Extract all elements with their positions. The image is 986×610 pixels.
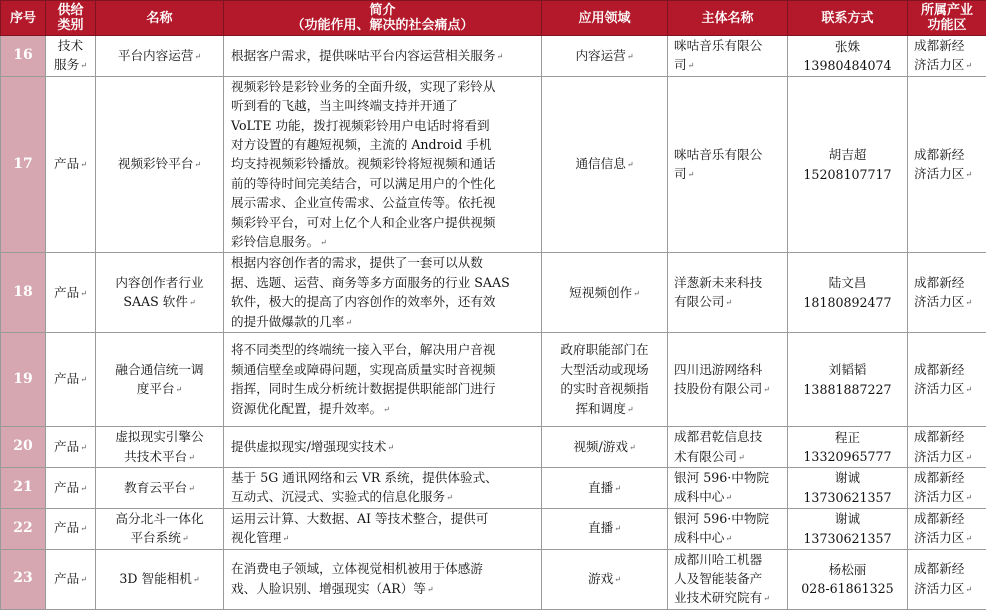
row-type-line: 产品 ↵ — [46, 569, 95, 589]
row-zone-line: 成都新经 — [914, 36, 986, 55]
row-organization-line: 咪咕音乐有限公 — [674, 145, 787, 164]
row-name-line: 度平台 ↵ — [96, 379, 223, 399]
row-organization-line: 业技术研究院有 ↵ — [674, 588, 787, 608]
row-number: 21 — [1, 467, 46, 508]
row-description-line: 据、选题、运营、商务等多方面服务的行业 SAAS — [231, 273, 535, 292]
row-description-line: 视化管理 ↵ — [231, 528, 535, 548]
row-name-line: 共技术平台 ↵ — [96, 447, 223, 467]
row-name — [96, 253, 224, 333]
row-type-line: 技术 — [46, 36, 95, 55]
row-organization — [668, 76, 788, 253]
row-contact-line: 18180892477 — [788, 293, 907, 312]
row-contact — [788, 76, 908, 253]
row-name-line: 平台系统 ↵ — [96, 528, 223, 548]
row-zone-line: 成都新经 — [914, 559, 986, 578]
row-contact-line: 15208107717 — [788, 165, 907, 184]
row-organization-line: 成科中心 ↵ — [674, 528, 787, 548]
row-name-line: SAAS 软件 ↵ — [96, 292, 223, 312]
row-description — [224, 36, 542, 77]
table-row — [1, 253, 986, 333]
row-description-line: 对方设置的有趣短视频，主流的 Android 手机 — [231, 135, 535, 154]
row-field-line: 短视频创作 ↵ — [546, 283, 663, 303]
row-name-line: 内容创作者行业 — [96, 273, 223, 292]
row-type-line: 产品 ↵ — [46, 369, 95, 389]
row-type — [46, 549, 96, 609]
row-number: 20 — [1, 427, 46, 468]
row-field-line: 大型活动或现场 — [546, 360, 663, 379]
row-field-line: 直播 ↵ — [546, 518, 663, 538]
row-contact-line: 陆文昌 — [788, 273, 907, 292]
row-contact-line: 谢诚 — [788, 509, 907, 528]
row-name-line: 教育云平台 ↵ — [96, 478, 223, 498]
row-contact-line: 张姝 — [788, 37, 907, 56]
row-zone — [908, 333, 986, 427]
row-description-line: 均支持视频彩铃播放。视频彩铃将短视频和通话 — [231, 154, 535, 173]
row-zone — [908, 467, 986, 508]
row-field — [542, 467, 668, 508]
row-field — [542, 36, 668, 77]
row-organization-line: 成科中心 ↵ — [674, 487, 787, 507]
row-description-line: 基于 5G 通讯网络和云 VR 系统，提供体验式、 — [231, 468, 535, 487]
row-contact-line: 028-61861325 — [788, 579, 907, 598]
row-zone — [908, 76, 986, 253]
row-organization-line: 有限公司 ↵ — [674, 292, 787, 312]
row-name-line: 视频彩铃平台 ↵ — [96, 154, 223, 174]
header-zone: 所属产业 功能区 — [908, 1, 986, 36]
header-field: 应用领域 — [542, 1, 668, 36]
table-row — [1, 427, 986, 468]
row-description — [224, 427, 542, 468]
row-organization-line: 人及智能装备产 — [674, 569, 787, 588]
table-row — [1, 467, 986, 508]
row-name-line: 虚拟现实引擎公 — [96, 427, 223, 446]
row-zone-line: 济活力区 ↵ — [914, 55, 986, 75]
row-contact-line: 13730621357 — [788, 488, 907, 507]
row-organization — [668, 549, 788, 609]
header-row — [1, 1, 986, 36]
row-description-line: 指挥，同时生成分析统计数据提供职能部门进行 — [231, 379, 535, 398]
row-field-line: 内容运营 ↵ — [546, 46, 663, 66]
header-type: 供给 类别 — [46, 1, 96, 36]
row-contact — [788, 467, 908, 508]
row-description — [224, 508, 542, 549]
row-zone-line: 成都新经 — [914, 427, 986, 446]
row-organization-line: 司 ↵ — [674, 55, 787, 75]
row-zone-line: 成都新经 — [914, 273, 986, 292]
table-row — [1, 508, 986, 549]
row-organization-line: 司 ↵ — [674, 164, 787, 184]
row-description-line: 彩铃信息服务。 ↵ — [231, 232, 535, 252]
row-name-line: 平台内容运营 ↵ — [96, 46, 223, 66]
row-name — [96, 508, 224, 549]
row-description-line: 戏、人脸识别、增强现实（AR）等 ↵ — [231, 579, 535, 599]
row-description — [224, 333, 542, 427]
row-zone — [908, 549, 986, 609]
row-name-line: 3D 智能相机 ↵ — [96, 569, 223, 589]
table-row — [1, 36, 986, 77]
row-description-line: 运用云计算、大数据、AI 等技术整合，提供可 — [231, 509, 535, 528]
row-organization — [668, 36, 788, 77]
header-name: 名称 — [96, 1, 224, 36]
row-description-line: 频彩铃平台，可对上亿个人和企业客户提供视频 — [231, 213, 535, 232]
row-number: 19 — [1, 333, 46, 427]
row-description-line: 的提升做爆款的几率 ↵ — [231, 312, 535, 332]
row-contact-line: 胡吉超 — [788, 145, 907, 164]
row-field-line: 的实时音视频指 — [546, 379, 663, 398]
header-contact: 联系方式 — [788, 1, 908, 36]
row-description-line: 频通信壁垒或障碍问题，实现高质量实时音视频 — [231, 360, 535, 379]
row-description-line: 前的等待时间完美结合，可以满足用户的个性化 — [231, 174, 535, 193]
table-row — [1, 549, 986, 609]
row-field — [542, 253, 668, 333]
header-desc: 简介 （功能作用、解决的社会痛点） — [224, 1, 542, 36]
row-organization — [668, 508, 788, 549]
row-zone-line: 成都新经 — [914, 468, 986, 487]
row-description — [224, 549, 542, 609]
row-field — [542, 549, 668, 609]
table-row — [1, 333, 986, 427]
row-field — [542, 427, 668, 468]
row-type — [46, 427, 96, 468]
row-organization — [668, 253, 788, 333]
row-zone-line: 济活力区 ↵ — [914, 487, 986, 507]
row-field-line: 挥和调度 ↵ — [546, 399, 663, 419]
row-zone-line: 成都新经 — [914, 145, 986, 164]
row-organization-line: 咪咕音乐有限公 — [674, 36, 787, 55]
row-organization — [668, 333, 788, 427]
row-type — [46, 508, 96, 549]
row-field — [542, 508, 668, 549]
row-name — [96, 427, 224, 468]
row-organization-line: 银河 596·中物院 — [674, 509, 787, 528]
row-description-line: 互动式、沉浸式、实验式的信息化服务 ↵ — [231, 487, 535, 507]
row-organization-line: 四川迅游网络科 — [674, 360, 787, 379]
row-description — [224, 76, 542, 253]
row-contact — [788, 549, 908, 609]
header-org: 主体名称 — [668, 1, 788, 36]
row-number: 23 — [1, 549, 46, 609]
row-organization — [668, 427, 788, 468]
row-contact-line: 谢诚 — [788, 468, 907, 487]
row-organization — [668, 467, 788, 508]
row-zone-line: 济活力区 ↵ — [914, 379, 986, 399]
row-field-line: 政府职能部门在 — [546, 340, 663, 359]
row-description-line: 听到看的飞越，当主叫终端支持并开通了 — [231, 96, 535, 115]
row-contact — [788, 508, 908, 549]
row-contact-line: 13730621357 — [788, 529, 907, 548]
row-contact-line: 杨松丽 — [788, 560, 907, 579]
row-field — [542, 333, 668, 427]
row-zone-line: 成都新经 — [914, 360, 986, 379]
row-zone-line: 济活力区 ↵ — [914, 164, 986, 184]
row-number: 16 — [1, 36, 46, 77]
row-type — [46, 253, 96, 333]
row-type — [46, 36, 96, 77]
row-type — [46, 76, 96, 253]
row-description-line: 根据客户需求，提供咪咕平台内容运营相关服务 ↵ — [231, 46, 535, 66]
row-name — [96, 333, 224, 427]
row-type — [46, 333, 96, 427]
row-type-line: 产品 ↵ — [46, 154, 95, 174]
row-description-line: VoLTE 功能，拨打视频彩铃用户电话时将看到 — [231, 116, 535, 135]
row-organization-line: 银河 596·中物院 — [674, 468, 787, 487]
row-description — [224, 253, 542, 333]
row-description-line: 在消费电子领域，立体视觉相机被用于体感游 — [231, 559, 535, 578]
row-contact-line: 程正 — [788, 428, 907, 447]
row-contact-line: 13320965777 — [788, 447, 907, 466]
row-type-line: 产品 ↵ — [46, 478, 95, 498]
row-type — [46, 467, 96, 508]
row-zone — [908, 253, 986, 333]
row-zone-line: 济活力区 ↵ — [914, 447, 986, 467]
row-zone-line: 济活力区 ↵ — [914, 292, 986, 312]
row-name-line: 融合通信统一调 — [96, 360, 223, 379]
row-organization-line: 技股份有限公司 ↵ — [674, 379, 787, 399]
row-contact-line: 13881887227 — [788, 380, 907, 399]
row-number: 22 — [1, 508, 46, 549]
row-field-line: 视频/游戏 ↵ — [546, 437, 663, 457]
row-description-line: 资源优化配置，提升效率。 ↵ — [231, 399, 535, 419]
row-contact — [788, 333, 908, 427]
row-field-line: 通信信息 ↵ — [546, 154, 663, 174]
row-description-line: 软件，极大的提高了内容创作的效率外，还有效 — [231, 292, 535, 311]
row-field-line: 游戏 ↵ — [546, 569, 663, 589]
row-organization-line: 成都君乾信息技 — [674, 427, 787, 446]
row-description-line: 视频彩铃是彩铃业务的全面升级，实现了彩铃从 — [231, 77, 535, 96]
row-contact — [788, 36, 908, 77]
row-organization-line: 洋葱新未来科技 — [674, 273, 787, 292]
row-zone-line: 济活力区 ↵ — [914, 528, 986, 548]
row-description-line: 将不同类型的终端统一接入平台，解决用户音视 — [231, 340, 535, 359]
row-contact — [788, 253, 908, 333]
row-description — [224, 467, 542, 508]
row-number: 17 — [1, 76, 46, 253]
table-row — [1, 76, 986, 253]
row-description-line: 提供虚拟现实/增强现实技术 ↵ — [231, 437, 535, 457]
row-organization-line: 成都川哈工机器 — [674, 550, 787, 569]
row-description-line: 根据内容创作者的需求，提供了一套可以从数 — [231, 253, 535, 272]
row-zone — [908, 508, 986, 549]
row-description-line: 展示需求、企业宣传需求、公益宣传等。依托视 — [231, 193, 535, 212]
row-zone — [908, 36, 986, 77]
row-field — [542, 76, 668, 253]
row-zone — [908, 427, 986, 468]
row-contact — [788, 427, 908, 468]
row-number: 18 — [1, 253, 46, 333]
row-name-line: 高分北斗一体化 — [96, 509, 223, 528]
row-name — [96, 76, 224, 253]
header-no: 序号 — [1, 1, 46, 36]
row-name — [96, 36, 224, 77]
row-field-line: 直播 ↵ — [546, 478, 663, 498]
row-type-line: 产品 ↵ — [46, 437, 95, 457]
row-type-line: 产品 ↵ — [46, 518, 95, 538]
row-type-line: 服务 ↵ — [46, 55, 95, 75]
row-name — [96, 467, 224, 508]
row-organization-line: 术有限公司 ↵ — [674, 447, 787, 467]
row-zone-line: 济活力区 ↵ — [914, 579, 986, 599]
row-type-line: 产品 ↵ — [46, 283, 95, 303]
row-zone-line: 成都新经 — [914, 509, 986, 528]
row-contact-line: 刘韬韬 — [788, 360, 907, 379]
row-contact-line: 13980484074 — [788, 56, 907, 75]
row-name — [96, 549, 224, 609]
